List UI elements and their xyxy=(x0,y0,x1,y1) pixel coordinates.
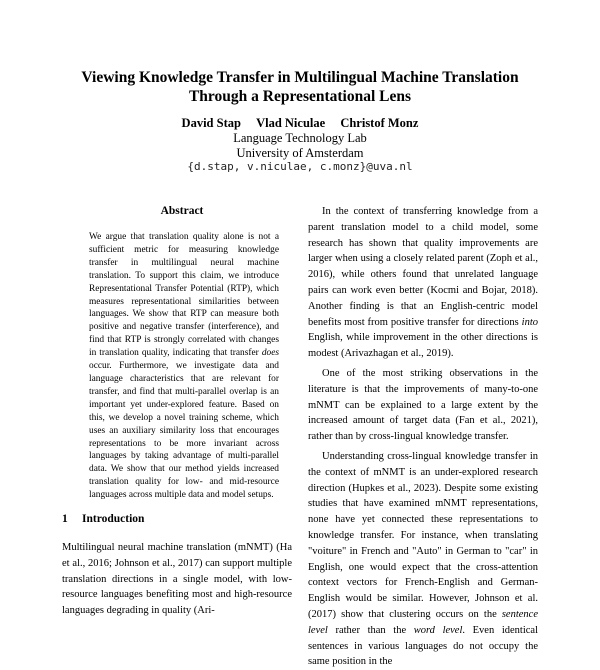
paper-title-line-2: Through a Representational Lens xyxy=(188,88,412,105)
section-title: Introduction xyxy=(82,513,145,525)
abstract-emphasis: does xyxy=(261,348,279,359)
author-list xyxy=(0,116,600,131)
author-name: David Stap xyxy=(181,116,241,130)
body-paragraph: In the context of transferring knowledge from a parent translation model to a child model, some research has shown that quality improvements are larger when using a closely related parent (Zoph et al., 2016), while others found that unrelated language pairs can work even better (Kocmi and Bojar, 2018). Another finding is that an English-centric model benefits most from positive transfer for directions into English, while improvement in the other directions is modest (Arivazhagan et al., 2019). xyxy=(308,206,538,360)
section-number: 1 xyxy=(62,513,68,525)
body-paragraph: Understanding cross-lingual knowledge transfer in the context of mNMT is an under-explored research direction (Hupkes et al., 2023). Despite some existing studies that have examined mNMT representations, none have yet connected these representations to knowledge transfer. For instance, when translating "voiture" in French and "Auto" in German to "car" in English, one would expect that the cross-attention context vectors for French-English and German-English would be similar. However, Johnson et al. (2017) show that clustering occurs on the sentence level rather than the word level. Even identical sentences in various languages do not occupy the same position in the xyxy=(308,450,538,668)
body-paragraph: One of the most striking observations in the literature is that the improvements of many-to-one mNMT can be explained to a large extent by the increased amount of target data (Fan et al., 2021), rather than by cross-lingual knowledge transfer. xyxy=(308,367,538,443)
paper-title-line-1: Viewing Knowledge Transfer in Multilingual Machine Translation xyxy=(81,69,519,86)
introduction-paragraph: Multilingual neural machine translation (mNMT) (Ha et al., 2016; Johnson et al., 2017) can support multiple translation directions in a single model, with low-resource languages benefiting most and high-resource languages degrading in quality (Ari- xyxy=(62,542,292,617)
right-column xyxy=(308,204,538,670)
author-name: Christof Monz xyxy=(340,116,419,130)
abstract-heading: Abstract xyxy=(160,205,204,217)
abstract-body xyxy=(89,231,279,502)
section-heading-introduction xyxy=(62,513,292,525)
abstract-text: We argue that translation quality alone is not a sufficient metric for measuring knowledge transfer in multilingual neural machine translation. To support this claim, we introduce Representational Transfer Potential (RTP), which measures representational similarities between languages. We show that RTP can measure both positive and negative transfer (interference), and find that RTP is strongly correlated with changes in translation quality, indicating that transfer xyxy=(89,232,279,359)
author-name: Vlad Niculae xyxy=(256,116,326,130)
affiliation-lab: Language Technology Lab xyxy=(233,131,367,145)
affiliation-university: University of Amsterdam xyxy=(236,146,364,160)
abstract-text: occur. Furthermore, we investigate data and language characteristics that are relevant for transfer, and find that multi-parallel overlap is an important yet under-explored feature. Based on this, we develop a novel training scheme, which uses an auxiliary similarity loss that encourages representations to be more invariant across languages by taking advantage of multi-parallel data. We show that our method yields increased translation quality for low- and mid-resource languages across multiple data and model setups. xyxy=(89,361,279,501)
author-emails: {d.stap, v.niculae, c.monz}@uva.nl xyxy=(187,160,413,173)
